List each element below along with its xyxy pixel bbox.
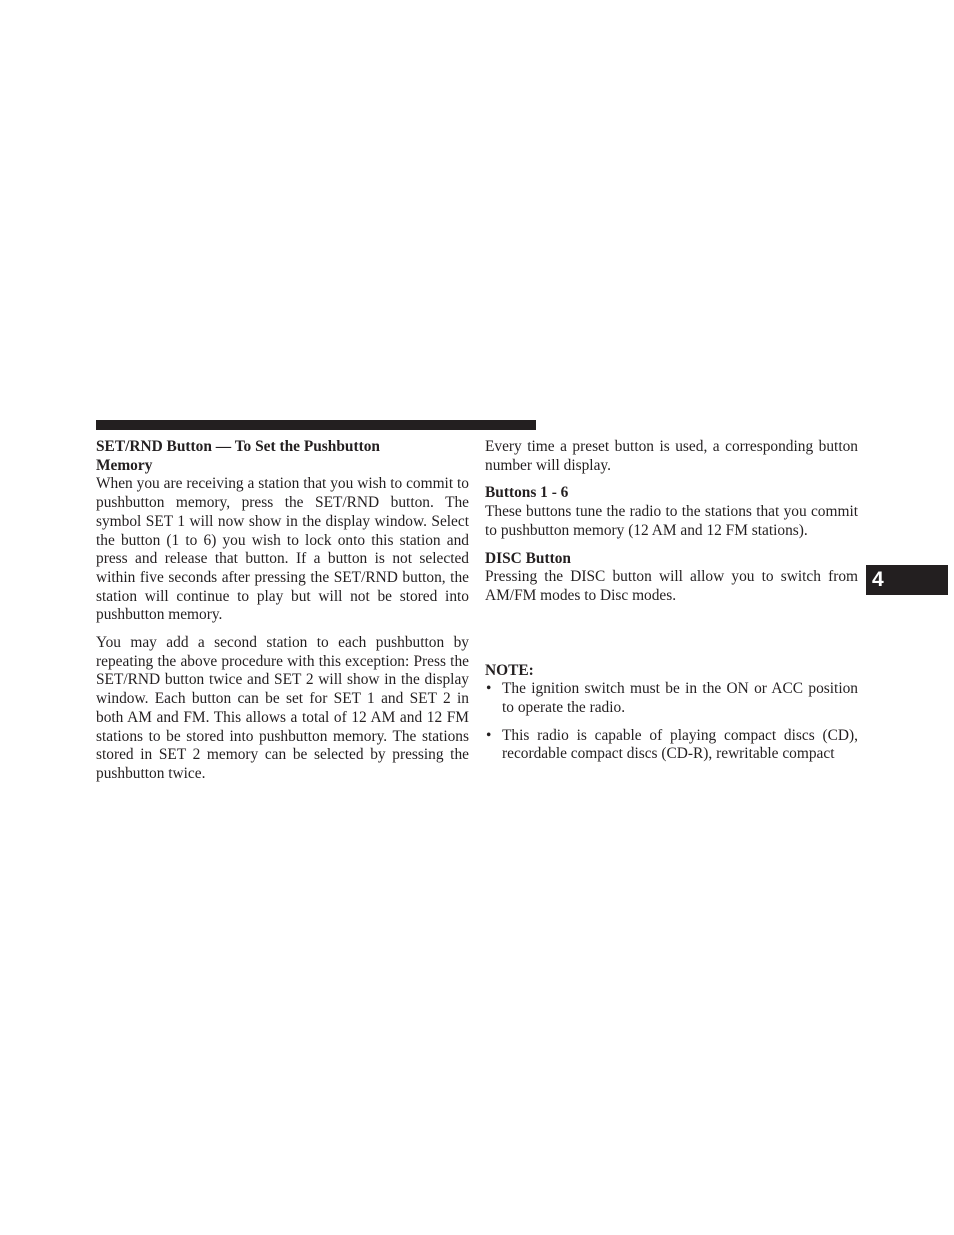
left-column [96,438,469,784]
note-bullet-item [485,680,858,717]
note-bullet-text: The ignition switch must be in the ON or ACC position to operate the radio. [502,680,858,717]
note-label: NOTE: [485,661,534,679]
set-rnd-heading-line2: Memory [96,456,153,474]
set-rnd-heading-line1: SET/RND Button — To Set the Pushbutton [96,438,380,455]
buttons-1-6-heading: Buttons 1 - 6 [485,484,569,502]
bullet-dot: • [486,680,492,698]
preset-paragraph: Every time a preset button is used, a corresponding button number will display. [485,438,858,474]
note-bullet-item [485,727,858,764]
note-bullet-list [485,680,858,764]
disc-button-heading: DISC Button [485,549,571,567]
set-rnd-heading [96,438,469,475]
set-rnd-paragraph: When you are receiving a station that you wish to commit to pushbutton memory, press the SET/RND button. The symbol SET 1 will now show in the display window. Select the button (1 to 6) you wish to lock onto this station and press and release that button. If a button is not selected within five seconds after pressing the SET/RND button, the station will continue to play but will not be stored into pushbutton memory. [96,475,469,624]
section-top-rule [96,420,536,430]
second-station-paragraph: You may add a second station to each pushbutton by repeating the above procedure with this exception: Press the SET/RND button twice and SET 2 will show in the display window. Each button can be set for SET 1 and SET 2 in both AM and FM. This allows a total of 12 AM and 12 FM stations to be stored into pushbutton memory. The stations stored in SET 2 memory can be selected by pressing the pushbutton twice. [96,634,469,782]
chapter-tab: 4 [866,565,948,595]
disc-button-paragraph: Pressing the DISC button will allow you to switch from AM/FM modes to Disc modes. [485,568,858,604]
right-column [485,438,858,764]
buttons-1-6-paragraph: These buttons tune the radio to the stations that you commit to pushbutton memory (12 AM and 12 FM stations). [485,503,858,539]
bullet-dot: • [486,726,492,744]
note-bullet-text: This radio is capable of playing compact discs (CD), recordable compact discs (CD-R), rewritable compact [502,726,858,763]
